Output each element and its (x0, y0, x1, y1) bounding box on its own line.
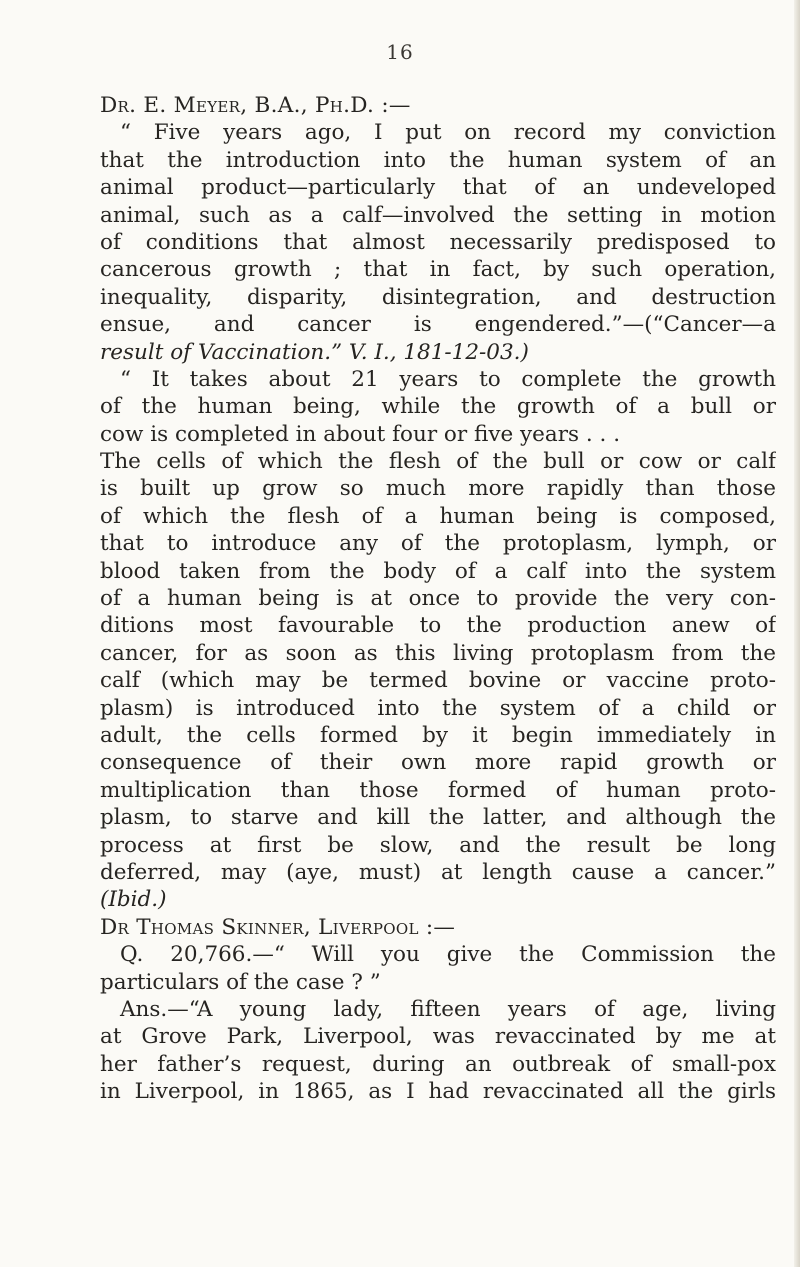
text-line: in Liverpool, in 1865, as I had revaccinated all the girls (100, 1079, 776, 1105)
text-line: her father’s request, during an outbreak of small-pox (100, 1051, 776, 1077)
text-line: adult, the cells formed by it begin immediately in (100, 722, 776, 748)
body-text (100, 92, 776, 1105)
text-line: “ Five years ago, I put on record my conviction (120, 120, 776, 146)
text-line: calf (which may be termed bovine or vaccine proto- (100, 668, 776, 694)
text-line: deferred, may (aye, must) at length cause a cancer.” (100, 859, 776, 885)
text-line: that the introduction into the human system of an (100, 147, 776, 173)
text-line: blood taken from the body of a calf into the system (100, 558, 776, 584)
text-line: of conditions that almost necessarily predisposed to (100, 229, 776, 255)
text-line: Ans.—“A young lady, fifteen years of age, living (120, 996, 776, 1022)
text-line: plasm) is introduced into the system of a child or (100, 695, 776, 721)
text-line: “ It takes about 21 years to complete the growth (120, 366, 776, 392)
citation-line: (Ibid.) (100, 887, 167, 913)
section-heading: Dr. E. Meyer, B.A., Ph.D. :— (100, 93, 411, 118)
text-line: of a human being is at once to provide the very con- (100, 586, 776, 612)
text-line: process at first be slow, and the result be long (100, 832, 776, 858)
text-line: The cells of which the flesh of the bull or cow or calf (100, 449, 776, 475)
text-line: cancer, for as soon as this living protoplasm from the (100, 640, 776, 666)
text-line: of which the flesh of a human being is composed, (100, 503, 776, 529)
section-heading: Dr Thomas Skinner, Liverpool :— (100, 914, 456, 940)
text-line: consequence of their own more rapid growth or (100, 750, 776, 776)
text-line: ditions most favourable to the production anew of (100, 613, 776, 639)
text-line: plasm, to starve and kill the latter, and although the (100, 805, 776, 831)
text-line: cancerous growth ; that in fact, by such operation, (100, 257, 776, 283)
text-line: animal, such as a calf—involved the setting in motion (100, 202, 776, 228)
page-number: 16 (386, 40, 414, 64)
text-line: ensue, and cancer is engendered.”—(“Cancer—a (100, 312, 776, 338)
text-line: inequality, disparity, disintegration, and destruction (100, 284, 776, 310)
citation-line: result of Vaccination.” V. I., 181-12-03.) (100, 339, 529, 365)
text-line: cow is completed in about four or five years . . . (100, 421, 621, 447)
text-line: at Grove Park, Liverpool, was revaccinated by me at (100, 1024, 776, 1050)
text-line: animal product—particularly that of an undeveloped (100, 175, 776, 201)
text-line: that to introduce any of the protoplasm, lymph, or (100, 531, 776, 557)
text-line: Q. 20,766.—“ Will you give the Commission the (120, 942, 776, 968)
text-line: is built up grow so much more rapidly than those (100, 476, 776, 502)
text-line: of the human being, while the growth of a bull or (100, 394, 776, 420)
text-line: multiplication than those formed of human proto- (100, 777, 776, 803)
text-line: particulars of the case ? ” (100, 969, 381, 995)
page-edge (794, 0, 800, 1267)
